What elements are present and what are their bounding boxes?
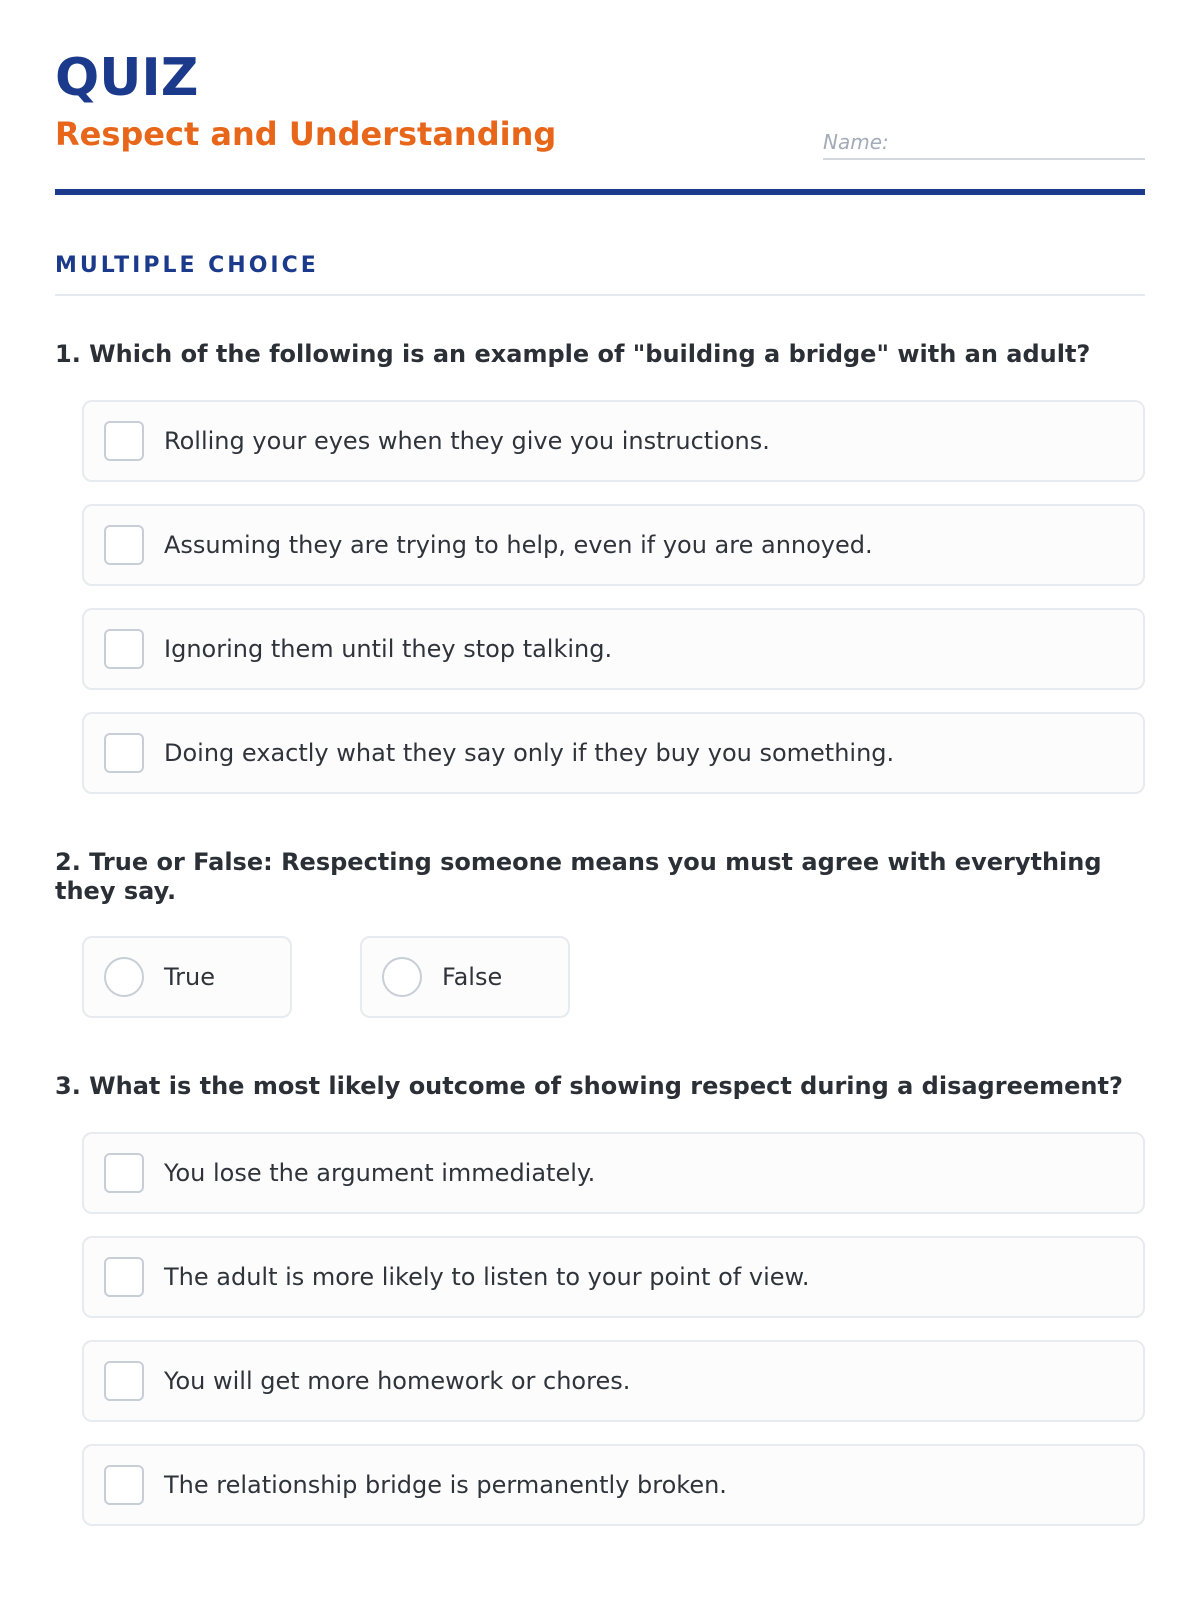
question-1-text: 1. Which of the following is an example of "building a bridge" with an adult? [55, 340, 1091, 368]
option-label: You will get more homework or chores. [164, 1367, 631, 1396]
option-label: Ignoring them until they stop talking. [164, 634, 613, 663]
checkbox[interactable] [104, 525, 144, 565]
option-label: False [442, 963, 503, 992]
name-input[interactable] [823, 126, 1145, 160]
option-label: The relationship bridge is permanently broken. [164, 1471, 727, 1500]
question-3-option-b[interactable] [82, 1236, 1145, 1318]
question-1-option-d[interactable] [82, 712, 1145, 794]
option-label: The adult is more likely to listen to your point of view. [164, 1263, 810, 1292]
question-1-option-b[interactable] [82, 504, 1145, 586]
question-3-option-c[interactable] [82, 1340, 1145, 1422]
option-label: True [164, 963, 215, 992]
question-3-option-a[interactable] [82, 1132, 1145, 1214]
section-heading: MULTIPLE CHOICE [55, 253, 1145, 296]
question-2-option-false[interactable] [360, 936, 570, 1018]
question-1-option-c[interactable] [82, 608, 1145, 690]
question-2-options [82, 936, 1145, 1018]
option-label: Doing exactly what they say only if they buy you something. [164, 738, 895, 767]
quiz-subtitle: Respect and Understanding [55, 115, 557, 153]
question-3-text: 3. What is the most likely outcome of showing respect during a disagreement? [55, 1072, 1123, 1101]
quiz-title: QUIZ [55, 48, 199, 108]
checkbox[interactable] [104, 1465, 144, 1505]
question-2-option-true[interactable] [82, 936, 292, 1018]
question-2-text: 2. True or False: Respecting someone means you must agree with everything they say. [55, 847, 1102, 905]
checkbox[interactable] [104, 1153, 144, 1193]
checkbox[interactable] [104, 629, 144, 669]
question-3-option-d[interactable] [82, 1444, 1145, 1526]
question-1-options [82, 400, 1145, 794]
radio-button[interactable] [382, 957, 422, 997]
option-label: You lose the argument immediately. [164, 1159, 596, 1188]
option-label: Assuming they are trying to help, even if you are annoyed. [164, 530, 873, 559]
checkbox[interactable] [104, 421, 144, 461]
question-1-option-a[interactable] [82, 400, 1145, 482]
header-divider [55, 189, 1145, 195]
checkbox[interactable] [104, 1257, 144, 1297]
radio-button[interactable] [104, 957, 144, 997]
checkbox[interactable] [104, 733, 144, 773]
quiz-header [55, 0, 1145, 197]
question-3-options [82, 1132, 1145, 1526]
checkbox[interactable] [104, 1361, 144, 1401]
option-label: Rolling your eyes when they give you instructions. [164, 426, 770, 455]
